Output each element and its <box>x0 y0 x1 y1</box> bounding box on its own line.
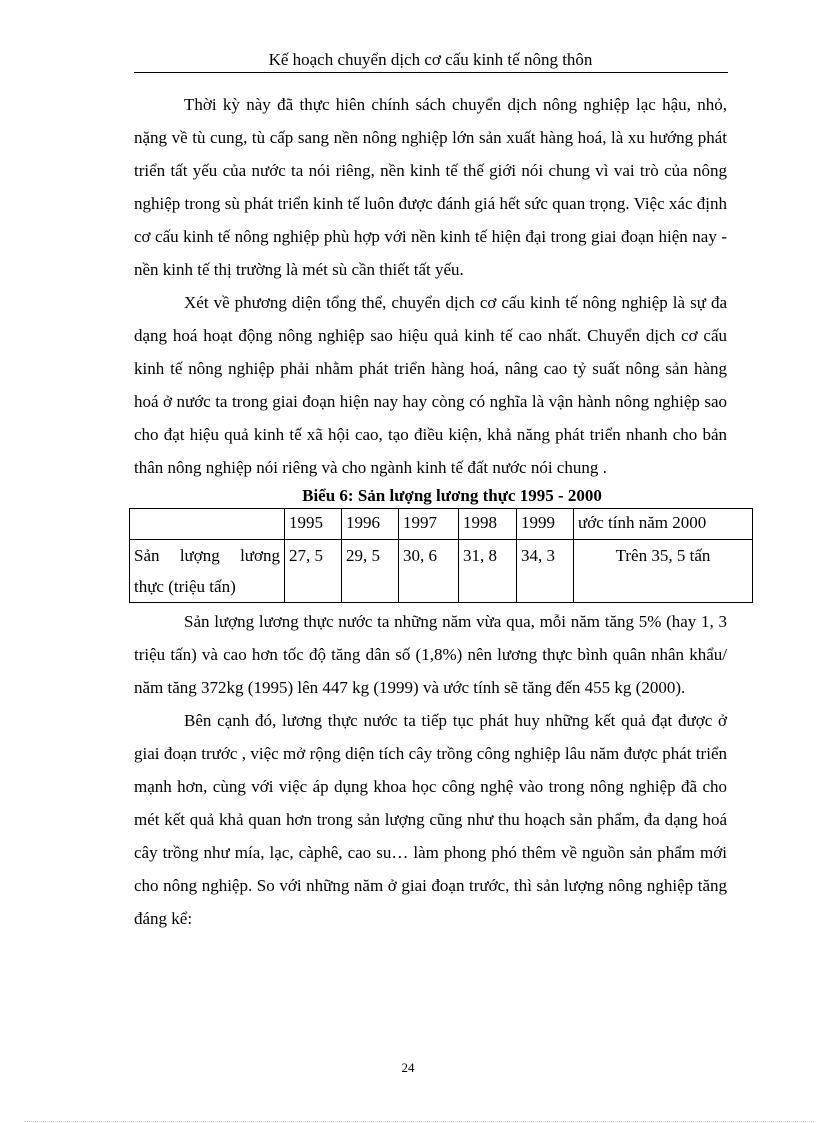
paragraph-2: Xét về phương diện tổng thể, chuyển dịch cơ cấu kinh tế nông nghiệp là sự đa dạng hoá hoạt động nông nghiệp sao hiệu quả kinh tế cao nhất. Chuyển dịch cơ cấu kinh tế nông nghiệp phải nhằm phát triển hàng hoá, nâng cao tỷ suất nông sản hàng hoá ở nước ta trong giai đoạn hiện nay hay còng có nghĩa là vận hành nông nghiệp sao cho đạt hiệu quả kinh tế xã hội cao, tạo điều kiện, khả năng phát triển nhanh cho bản thân nông nghiệp nói riêng và cho ngành kinh tế đất nước nói chung . <box>134 293 727 477</box>
table-header-cell <box>130 509 285 540</box>
table-cell: 34, 3 <box>517 540 574 603</box>
page-header-title: Kế hoạch chuyển dịch cơ cấu kinh tế nông thôn <box>268 50 593 69</box>
paragraph-4: Bên cạnh đó, lương thực nước ta tiếp tục phát huy những kết quả đạt được ở giai đoạn trước , việc mở rộng diện tích cây trồng công nghiệp lâu năm được phát triển mạnh hơn, cùng với việc áp dụng khoa học công nghệ vào trong nông nghiệp đã cho mét kết quả khả quan hơn trong sản lượng cũng như thu hoạch sản phẩm, đa dạng hoá cây trồng như mía, lạc, càphê, cao su… làm phong phó thêm về nguồn sản phẩm mới cho nông nghiệp. So với những năm ở giai đoạn trước, thì sản lượng nông nghiệp tăng đáng kể: <box>134 711 727 928</box>
page-number: 24 <box>401 1060 415 1075</box>
table-header-row <box>130 509 753 540</box>
document-body <box>134 88 727 935</box>
table-header-cell: ước tính năm 2000 <box>574 509 753 540</box>
header-divider <box>134 72 728 73</box>
table-cell: 31, 8 <box>459 540 517 603</box>
table-cell: 27, 5 <box>285 540 342 603</box>
paragraph-3: Sản lượng lương thực nước ta những năm vừa qua, mỗi năm tăng 5% (hay 1, 3 triệu tấn) và cao hơn tốc độ tăng dân số (1,8%) nên lương thực bình quân nhân khẩu/ năm tăng 372kg (1995) lên 447 kg (1999) và ước tính sẽ tăng đến 455 kg (2000). <box>134 612 727 697</box>
table-caption: Biểu 6: Sản lượng lương thực 1995 - 2000 <box>302 486 602 505</box>
table-header-cell: 1997 <box>399 509 459 540</box>
table-row <box>130 540 753 603</box>
paragraph-1: Thời kỳ này đã thực hiên chính sách chuyển dịch nông nghiệp lạc hậu, nhỏ, nặng về tù cung, tù cấp sang nền nông nghiệp lớn sản xuất hàng hoá, là xu hướng phát triển tất yếu của nước ta nói riêng, nền kinh tế thế giới nói chung vì vai trò của nông nghiệp trong sù phát triển kinh tế luôn được đánh giá hết sức quan trọng. Việc xác định cơ cấu kinh tế nông nghiệp phù hợp với nền kinh tế hiện đại trong giai đoạn hiện nay - nền kinh tế thị trường là mét sù cần thiết tất yếu. <box>134 95 727 279</box>
table-cell: Trên 35, 5 tấn <box>574 540 753 603</box>
table-header-cell: 1996 <box>342 509 399 540</box>
table-row-label: Sản lượng lương thực (triệu tấn) <box>130 540 285 603</box>
table-header-cell: 1998 <box>459 509 517 540</box>
table-cell: 29, 5 <box>342 540 399 603</box>
production-table <box>129 508 753 603</box>
table-header-cell: 1999 <box>517 509 574 540</box>
page-bottom-edge <box>24 1121 814 1122</box>
table-header-cell: 1995 <box>285 509 342 540</box>
table-cell: 30, 6 <box>399 540 459 603</box>
